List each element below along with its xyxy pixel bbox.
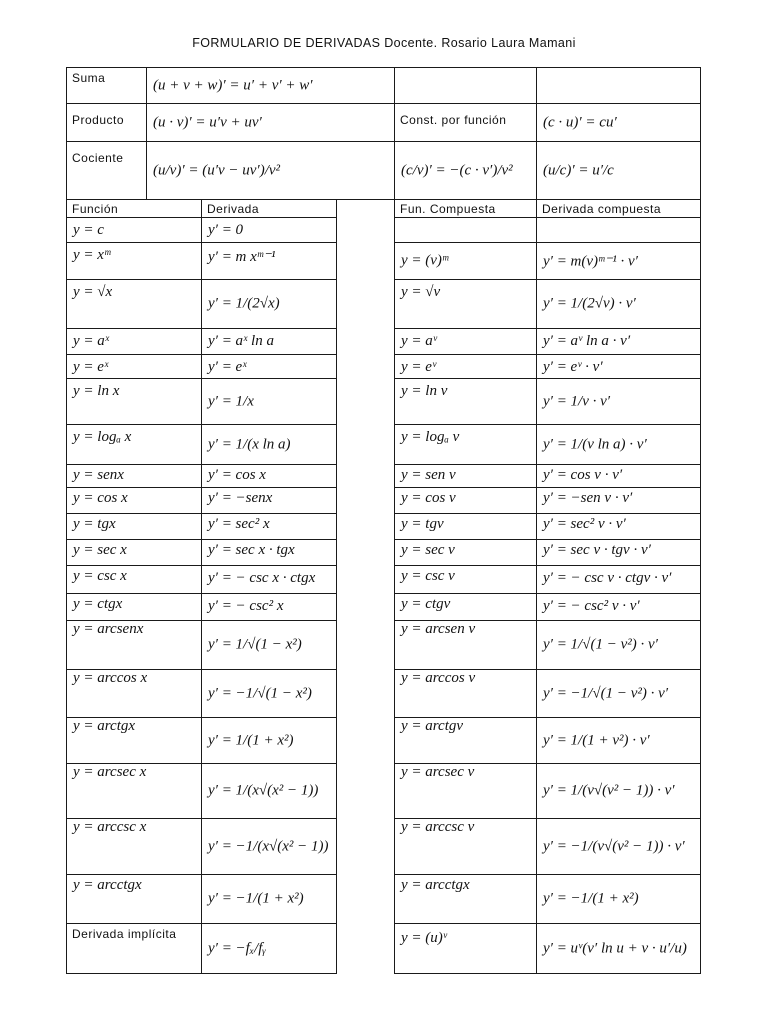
- table-cell-funcion: [66, 593, 202, 621]
- table-cell-derivada: [201, 620, 337, 670]
- table-cell-derivada: [201, 669, 337, 718]
- table-cell-fun-compuesta: [394, 242, 537, 280]
- formula-suma: (u + v + w)′ = u′ + v′ + w′: [153, 77, 313, 93]
- funcion-text: y = arccos x: [73, 670, 148, 686]
- fun-compuesta-text: y = arccsc v: [401, 819, 475, 835]
- label-cell-const: [394, 103, 537, 142]
- label-cociente: Cociente: [72, 151, 124, 165]
- table-cell-derivada-compuesta: [536, 354, 701, 379]
- derivada-compuesta-text: y′ = − csc v · ctgv · v′: [543, 570, 672, 586]
- table-cell-funcion: [66, 874, 202, 924]
- formula-cociente: (u/v)′ = (u′v − uv′)/v²: [153, 162, 281, 178]
- table-cell-fun-compuesta: [394, 328, 537, 355]
- table-cell-derivada: [201, 424, 337, 465]
- table-cell-derivada-compuesta: [536, 620, 701, 670]
- derivada-text: y′ = −1/(x√(x² − 1)): [208, 838, 329, 854]
- formula-cell-const-cociente: [394, 141, 537, 200]
- column-header-derivada-label: Derivada: [207, 202, 260, 216]
- derivada-compuesta-text: y′ = −1/√(1 − v²) · v′: [543, 685, 669, 701]
- funcion-text: y = arcctgx: [73, 877, 142, 893]
- table-cell-derivada-compuesta: [536, 487, 701, 514]
- derivada-text: y′ = −fₓ/fᵧ: [208, 940, 266, 956]
- fun-compuesta-text: y = sen v: [401, 467, 456, 483]
- fun-compuesta-text: y = ctgv: [401, 596, 451, 612]
- formula-cell-suma: [146, 67, 395, 104]
- table-cell-derivada-compuesta: [536, 424, 701, 465]
- table-cell-derivada: [201, 565, 337, 594]
- column-header-derivada: [201, 199, 337, 218]
- derivada-text: y′ = 1/(2√x): [208, 295, 280, 312]
- table-cell-derivada: [201, 593, 337, 621]
- table-cell-derivada: [201, 464, 337, 488]
- derivada-compuesta-text: y′ = 1/(1 + v²) · v′: [543, 732, 650, 748]
- table-cell-funcion: [66, 378, 202, 425]
- table-cell-derivada-compuesta: [536, 818, 701, 875]
- derivada-text: y′ = sec² x: [208, 516, 270, 532]
- table-cell-funcion: [66, 669, 202, 718]
- table-cell-derivada-compuesta: [536, 539, 701, 566]
- funcion-text: y = arccsc x: [73, 819, 147, 835]
- column-header-derivada-compuesta-label: Derivada compuesta: [542, 202, 662, 216]
- fun-compuesta-text: y = (v)ᵐ: [401, 252, 449, 269]
- funcion-text: y = tgx: [73, 516, 116, 532]
- derivada-text: y′ = − csc² x: [208, 598, 284, 614]
- derivada-text: y′ = m xᵐ⁻¹: [208, 249, 276, 265]
- formula-const-cociente: (c/v)′ = −(c · v′)/v²: [401, 162, 513, 178]
- table-cell-funcion: [66, 565, 202, 594]
- derivada-compuesta-text: y′ = 1/(v ln a) · v′: [543, 436, 647, 452]
- table-cell-derivada: [201, 328, 337, 355]
- fun-compuesta-text: y = tgv: [401, 516, 444, 532]
- fun-compuesta-text: y = sec v: [401, 542, 455, 558]
- table-cell-fun-compuesta: [394, 279, 537, 329]
- funcion-text: y = csc x: [73, 568, 127, 584]
- table-cell-funcion: [66, 513, 202, 540]
- table-cell-fun-compuesta: [394, 513, 537, 540]
- label-cell-producto: [66, 103, 147, 142]
- table-cell-derivada: [201, 818, 337, 875]
- table-cell-funcion: [66, 279, 202, 329]
- empty-cell: [536, 67, 701, 104]
- fun-compuesta-text: y = arctgv: [401, 718, 464, 734]
- table-cell-funcion: [66, 424, 202, 465]
- table-cell-derivada-compuesta: [536, 717, 701, 764]
- funcion-text: y = aˣ: [73, 333, 110, 349]
- funcion-text: y = √x: [73, 284, 113, 300]
- derivada-text: y′ = 1/(x ln a): [208, 436, 291, 452]
- label-const-por-funcion: Const. por función: [400, 113, 507, 127]
- formula-cell-cociente-const: [536, 141, 701, 200]
- derivada-text: y′ = eˣ: [208, 359, 247, 375]
- formula-cell-cociente: [146, 141, 395, 200]
- derivada-compuesta-text: y′ = sec² v · v′: [543, 516, 626, 532]
- funcion-text: y = senx: [73, 467, 124, 483]
- table-cell-derivada: [201, 763, 337, 819]
- derivada-compuesta-text: y′ = 1/(v√(v² − 1)) · v′: [543, 782, 675, 799]
- table-cell-fun-compuesta: [394, 378, 537, 425]
- table-cell-fun-compuesta: [394, 217, 537, 243]
- fun-compuesta-text: y = csc v: [401, 568, 455, 584]
- funcion-text: y = ctgx: [73, 596, 123, 612]
- derivada-compuesta-text: y′ = 1/(2√v) · v′: [543, 295, 636, 312]
- table-cell-fun-compuesta: [394, 923, 537, 974]
- table-cell-derivada: [201, 539, 337, 566]
- table-cell-funcion: [66, 818, 202, 875]
- table-cell-fun-compuesta: [394, 763, 537, 819]
- formula-cell-const: [536, 103, 701, 142]
- fun-compuesta-text: y = arccos v: [401, 670, 476, 686]
- table-cell-fun-compuesta: [394, 565, 537, 594]
- derivada-compuesta-text: y′ = uᵛ(v′ ln u + v · u′/u): [543, 940, 687, 956]
- column-header-funcion-label: Función: [72, 202, 119, 216]
- table-cell-fun-compuesta: [394, 669, 537, 718]
- table-cell-funcion: [66, 217, 202, 243]
- table-cell-derivada: [201, 923, 337, 974]
- table-cell-funcion: [66, 923, 202, 974]
- table-cell-funcion: [66, 539, 202, 566]
- table-cell-derivada: [201, 279, 337, 329]
- table-cell-fun-compuesta: [394, 593, 537, 621]
- funcion-text: y = arcsec x: [73, 764, 147, 780]
- table-cell-derivada: [201, 354, 337, 379]
- derivada-text: y′ = 1/(1 + x²): [208, 732, 294, 748]
- derivada-compuesta-text: y′ = aᵛ ln a · v′: [543, 333, 631, 349]
- derivada-compuesta-text: y′ = 1/√(1 − v²) · v′: [543, 636, 658, 653]
- table-cell-fun-compuesta: [394, 539, 537, 566]
- derivada-compuesta-text: y′ = − csc² v · v′: [543, 598, 640, 614]
- derivada-text: y′ = 1/x: [208, 393, 254, 409]
- derivada-text: y′ = −senx: [208, 490, 273, 506]
- table-cell-funcion: [66, 620, 202, 670]
- derivada-text: y′ = −1/√(1 − x²): [208, 685, 312, 701]
- funcion-text: y = xᵐ: [73, 247, 111, 263]
- table-cell-derivada-compuesta: [536, 328, 701, 355]
- fun-compuesta-text: y = arcsen v: [401, 621, 476, 637]
- table-cell-fun-compuesta: [394, 620, 537, 670]
- table-cell-derivada-compuesta: [536, 593, 701, 621]
- derivada-compuesta-text: y′ = m(v)ᵐ⁻¹ · v′: [543, 253, 638, 270]
- table-cell-derivada: [201, 513, 337, 540]
- label-producto: Producto: [72, 113, 125, 127]
- formula-producto: (u · v)′ = u′v + uv′: [153, 114, 262, 130]
- table-cell-derivada: [201, 242, 337, 280]
- derivada-text: y′ = − csc x · ctgx: [208, 570, 316, 586]
- table-cell-derivada: [201, 874, 337, 924]
- table-cell-derivada-compuesta: [536, 669, 701, 718]
- table-cell-derivada-compuesta: [536, 279, 701, 329]
- table-cell-fun-compuesta: [394, 874, 537, 924]
- funcion-text: y = arctgx: [73, 718, 136, 734]
- derivada-compuesta-text: y′ = −1/(v√(v² − 1)) · v′: [543, 838, 685, 854]
- fun-compuesta-text: y = logₐ v: [401, 429, 460, 445]
- table-cell-derivada: [201, 487, 337, 514]
- funcion-text: y = logₐ x: [73, 429, 132, 445]
- fun-compuesta-text: y = aᵛ: [401, 333, 437, 349]
- fun-compuesta-text: y = arcsec v: [401, 764, 475, 780]
- derivada-text: y′ = cos x: [208, 467, 266, 483]
- funcion-text: y = eˣ: [73, 359, 109, 375]
- funcion-text: y = ln x: [73, 383, 120, 399]
- table-cell-derivada-compuesta: [536, 565, 701, 594]
- fun-compuesta-text: y = arcctgx: [401, 877, 470, 893]
- derivada-text: y′ = 1/√(1 − x²): [208, 636, 302, 653]
- derivada-compuesta-text: y′ = sec v · tgv · v′: [543, 542, 651, 558]
- table-cell-derivada-compuesta: [536, 378, 701, 425]
- table-cell-derivada-compuesta: [536, 763, 701, 819]
- empty-cell: [394, 67, 537, 104]
- table-cell-fun-compuesta: [394, 354, 537, 379]
- funcion-text: Derivada implícita: [72, 927, 177, 941]
- table-cell-fun-compuesta: [394, 487, 537, 514]
- derivada-compuesta-text: y′ = −sen v · v′: [543, 490, 633, 506]
- table-cell-derivada-compuesta: [536, 464, 701, 488]
- derivada-text: y′ = sec x · tgx: [208, 542, 295, 558]
- derivada-compuesta-text: y′ = 1/v · v′: [543, 393, 611, 409]
- table-cell-fun-compuesta: [394, 464, 537, 488]
- formula-cociente-const: (u/c)′ = u′/c: [543, 162, 614, 178]
- column-header-funcion: [66, 199, 202, 218]
- derivada-compuesta-text: y′ = cos v · v′: [543, 467, 623, 483]
- derivada-text: y′ = 0: [208, 222, 244, 238]
- formula-const-por-funcion: (c · u)′ = cu′: [543, 114, 617, 130]
- column-header-fun-compuesta-label: Fun. Compuesta: [400, 202, 496, 216]
- column-header-fun-compuesta: [394, 199, 537, 218]
- funcion-text: y = c: [73, 222, 104, 238]
- table-cell-derivada: [201, 378, 337, 425]
- formula-cell-producto: [146, 103, 395, 142]
- derivada-text: y′ = 1/(x√(x² − 1)): [208, 782, 319, 799]
- derivada-compuesta-text: y′ = −1/(1 + x²): [543, 890, 639, 907]
- funcion-text: y = arcsenx: [73, 621, 144, 637]
- fun-compuesta-text: y = eᵛ: [401, 359, 437, 375]
- label-suma: Suma: [72, 71, 106, 85]
- table-cell-derivada-compuesta: [536, 217, 701, 243]
- fun-compuesta-text: y = √v: [401, 284, 441, 300]
- page-title: FORMULARIO DE DERIVADAS Docente. Rosario Laura Mamani: [192, 36, 576, 50]
- funcion-text: y = sec x: [73, 542, 127, 558]
- column-header-derivada-compuesta: [536, 199, 701, 218]
- derivada-text: y′ = −1/(1 + x²): [208, 890, 304, 907]
- table-cell-derivada-compuesta: [536, 874, 701, 924]
- table-cell-funcion: [66, 487, 202, 514]
- table-cell-fun-compuesta: [394, 818, 537, 875]
- label-cell-cociente: [66, 141, 147, 200]
- table-cell-fun-compuesta: [394, 424, 537, 465]
- table-cell-derivada: [201, 717, 337, 764]
- table-cell-funcion: [66, 464, 202, 488]
- derivada-text: y′ = aˣ ln a: [208, 333, 274, 349]
- table-cell-funcion: [66, 242, 202, 280]
- table-cell-funcion: [66, 328, 202, 355]
- label-cell-suma: [66, 67, 147, 104]
- table-cell-derivada-compuesta: [536, 513, 701, 540]
- derivada-compuesta-text: y′ = eᵛ · v′: [543, 359, 603, 375]
- table-cell-fun-compuesta: [394, 717, 537, 764]
- funcion-text: y = cos x: [73, 490, 128, 506]
- table-cell-derivada-compuesta: [536, 242, 701, 280]
- table-cell-derivada-compuesta: [536, 923, 701, 974]
- fun-compuesta-text: y = ln v: [401, 383, 448, 399]
- table-cell-funcion: [66, 717, 202, 764]
- fun-compuesta-text: y = cos v: [401, 490, 456, 506]
- table-cell-funcion: [66, 354, 202, 379]
- fun-compuesta-text: y = (u)ᵛ: [401, 930, 447, 946]
- table-cell-funcion: [66, 763, 202, 819]
- table-cell-derivada: [201, 217, 337, 243]
